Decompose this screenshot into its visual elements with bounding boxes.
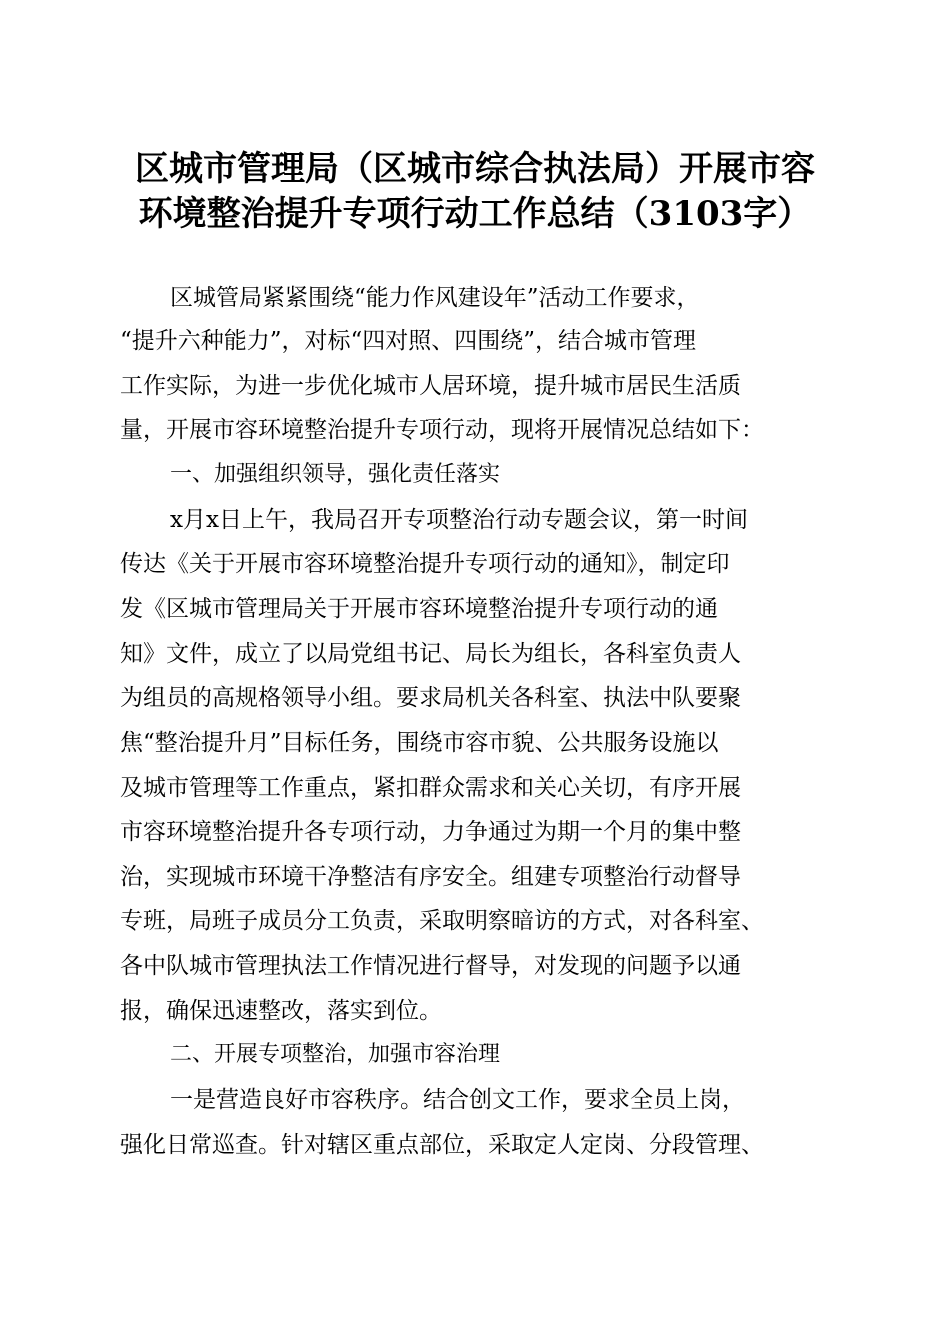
section-1-paragraph-line: 传达《关于开展市容环境整治提升专项行动的通知》，制定印 [120,551,730,577]
document-title-line-1: 区城市管理局（区城市综合执法局）开展市容 [135,149,815,189]
intro-paragraph-line: 工作实际，为进一步优化城市人居环境，提升城市居民生活质 [120,373,741,399]
section-2-paragraph-line: 强化日常巡查。针对辖区重点部位，采取定人定岗、分段管理、 [120,1132,764,1158]
section-1-paragraph-line: 专班，局班子成员分工负责，采取明察暗访的方式，对各科室、 [120,908,764,934]
section-2-paragraph-line: 一是营造良好市容秩序。结合创文工作，要求全员上岗， [170,1087,745,1113]
intro-paragraph-line: “提升六种能力”，对标“四对照、四围绕”，结合城市管理 [120,328,697,354]
section-1-paragraph-line: 报，确保迅速整改，落实到位。 [120,998,442,1024]
section-1-paragraph-line: 治，实现城市环境干净整洁有序安全。组建专项整治行动督导 [120,864,741,890]
section-1-heading: 一、加强组织领导，强化责任落实 [170,462,501,487]
intro-paragraph-line: 量，开展市容环境整治提升专项行动，现将开展情况总结如下： [120,417,764,443]
section-1-paragraph-line: 及城市管理等工作重点，紧扣群众需求和关心关切，有序开展 [120,775,741,801]
section-1-paragraph-line: 知》文件，成立了以局党组书记、局长为组长，各科室负责人 [120,641,741,667]
section-1-paragraph-line: 市容环境整治提升各专项行动，力争通过为期一个月的集中整 [120,819,741,845]
section-1-paragraph-line: 为组员的高规格领导小组。要求局机关各科室、执法中队要聚 [120,685,741,711]
section-1-paragraph-line: 发《区城市管理局关于开展市容环境整治提升专项行动的通 [120,596,718,622]
section-1-paragraph-line: 各中队城市管理执法工作情况进行督导，对发现的问题予以通 [120,953,741,979]
section-1-paragraph-line: 焦“整治提升月”目标任务，围绕市容市貌、公共服务设施以 [120,730,719,756]
section-1-paragraph-line: x月x日上午，我局召开专项整治行动专题会议，第一时间 [170,507,748,533]
document-title-line-2: 环境整治提升专项行动工作总结（3103字） [138,194,812,234]
section-2-heading: 二、开展专项整治，加强市容治理 [170,1042,501,1067]
intro-paragraph-line: 区城管局紧紧围绕“能力作风建设年”活动工作要求， [170,285,700,311]
